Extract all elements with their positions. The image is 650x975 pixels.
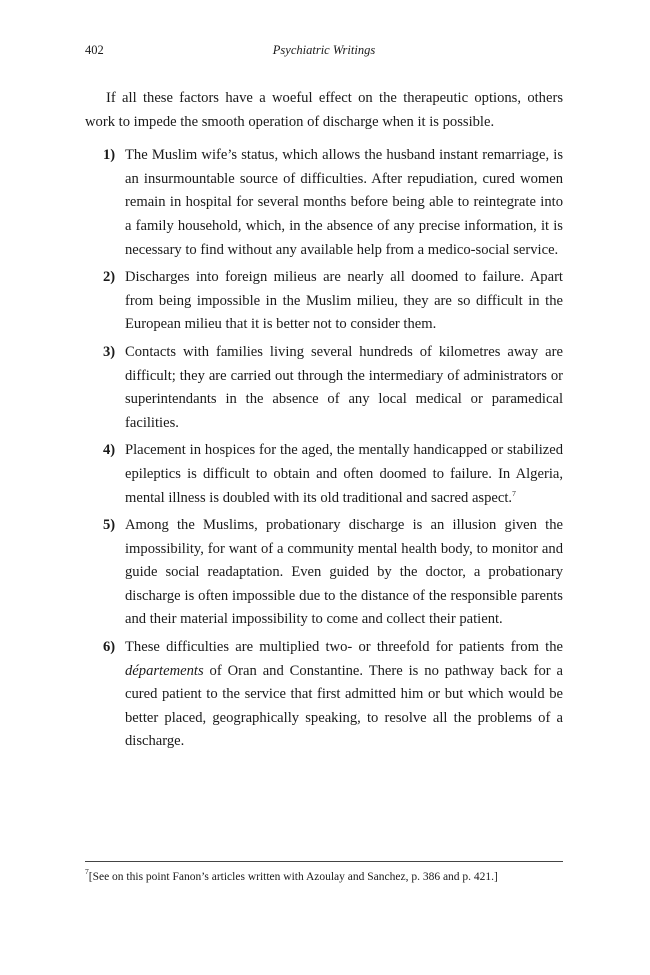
list-item-text: The Muslim wife’s status, which allows the husband instant remarriage, is an insurmountable source of difficulties. After repudiation, cured women remain in hospital for several months before being able to reintegrate into a family household, which, in the absence of any precise information, it is necessary to find without any available help from a medico-social service. [125, 147, 563, 258]
list-item-number: 5) [103, 517, 116, 534]
list-item [85, 144, 563, 262]
list-item [85, 266, 563, 337]
footnote-marker: 7 [85, 867, 89, 876]
list-item [85, 439, 563, 510]
running-head: Psychiatric Writings [272, 43, 376, 57]
list-item-text: Contacts with families living several hundreds of kilometres away are difficult; they are carried out through the intermediary of administrators or superintendants in the absence of any local medical or paramedical facilities. [125, 343, 563, 431]
body-text [85, 87, 563, 758]
list-item-number: 3) [103, 343, 116, 360]
list-item-text: Among the Muslims, probationary discharge is an illusion given the impossibility, for want of a community mental health body, to monitor and guide social readaptation. Even guided by the doctor, a probationary discharge is often impossible due to the distance of the responsible parents and their material impossibility to come and collect their patient. [125, 517, 563, 628]
list-item-number: 1) [103, 147, 116, 164]
list-item-text-start: These difficulties are multiplied two- or threefold for patients from the [125, 639, 563, 656]
footnote-divider [85, 861, 563, 862]
footnote-text: [See on this point Fanon’s articles written with Azoulay and Sanchez, p. 386 and p. 421.] [88, 871, 498, 883]
list-item [85, 341, 563, 435]
italic-term: départements [125, 662, 204, 679]
footnote [85, 867, 563, 885]
list-item [85, 514, 563, 632]
numbered-list [85, 144, 563, 754]
list-item-text: Placement in hospices for the aged, the mentally handicapped or stabilized epileptics is difficult to obtain and often doomed to failure. In Algeria, mental illness is doubled with its old traditional and sacred aspect. [125, 442, 563, 506]
list-item-text: Discharges into foreign milieus are nearly all doomed to failure. Apart from being impossible in the Muslim milieu, they are so difficult in the European milieu that it is better not to consider them. [125, 269, 563, 333]
intro-paragraph: If all these factors have a woeful effect on the therapeutic options, others work to impede the smooth operation of discharge when it is possible. [85, 90, 563, 130]
list-item-text-end: of Oran and Constantine. There is no pathway back for a cured patient to the service that first admitted him or but which would be better placed, geographically speaking, to resolve all the problems of a discharge. [125, 662, 563, 750]
list-item [85, 636, 563, 754]
footnote-reference[interactable]: 7 [512, 488, 516, 498]
list-item-number: 6) [103, 639, 116, 656]
list-item-number: 4) [103, 442, 116, 459]
page-number: 402 [85, 43, 104, 57]
page-header [85, 43, 563, 63]
list-item-number: 2) [103, 269, 116, 286]
